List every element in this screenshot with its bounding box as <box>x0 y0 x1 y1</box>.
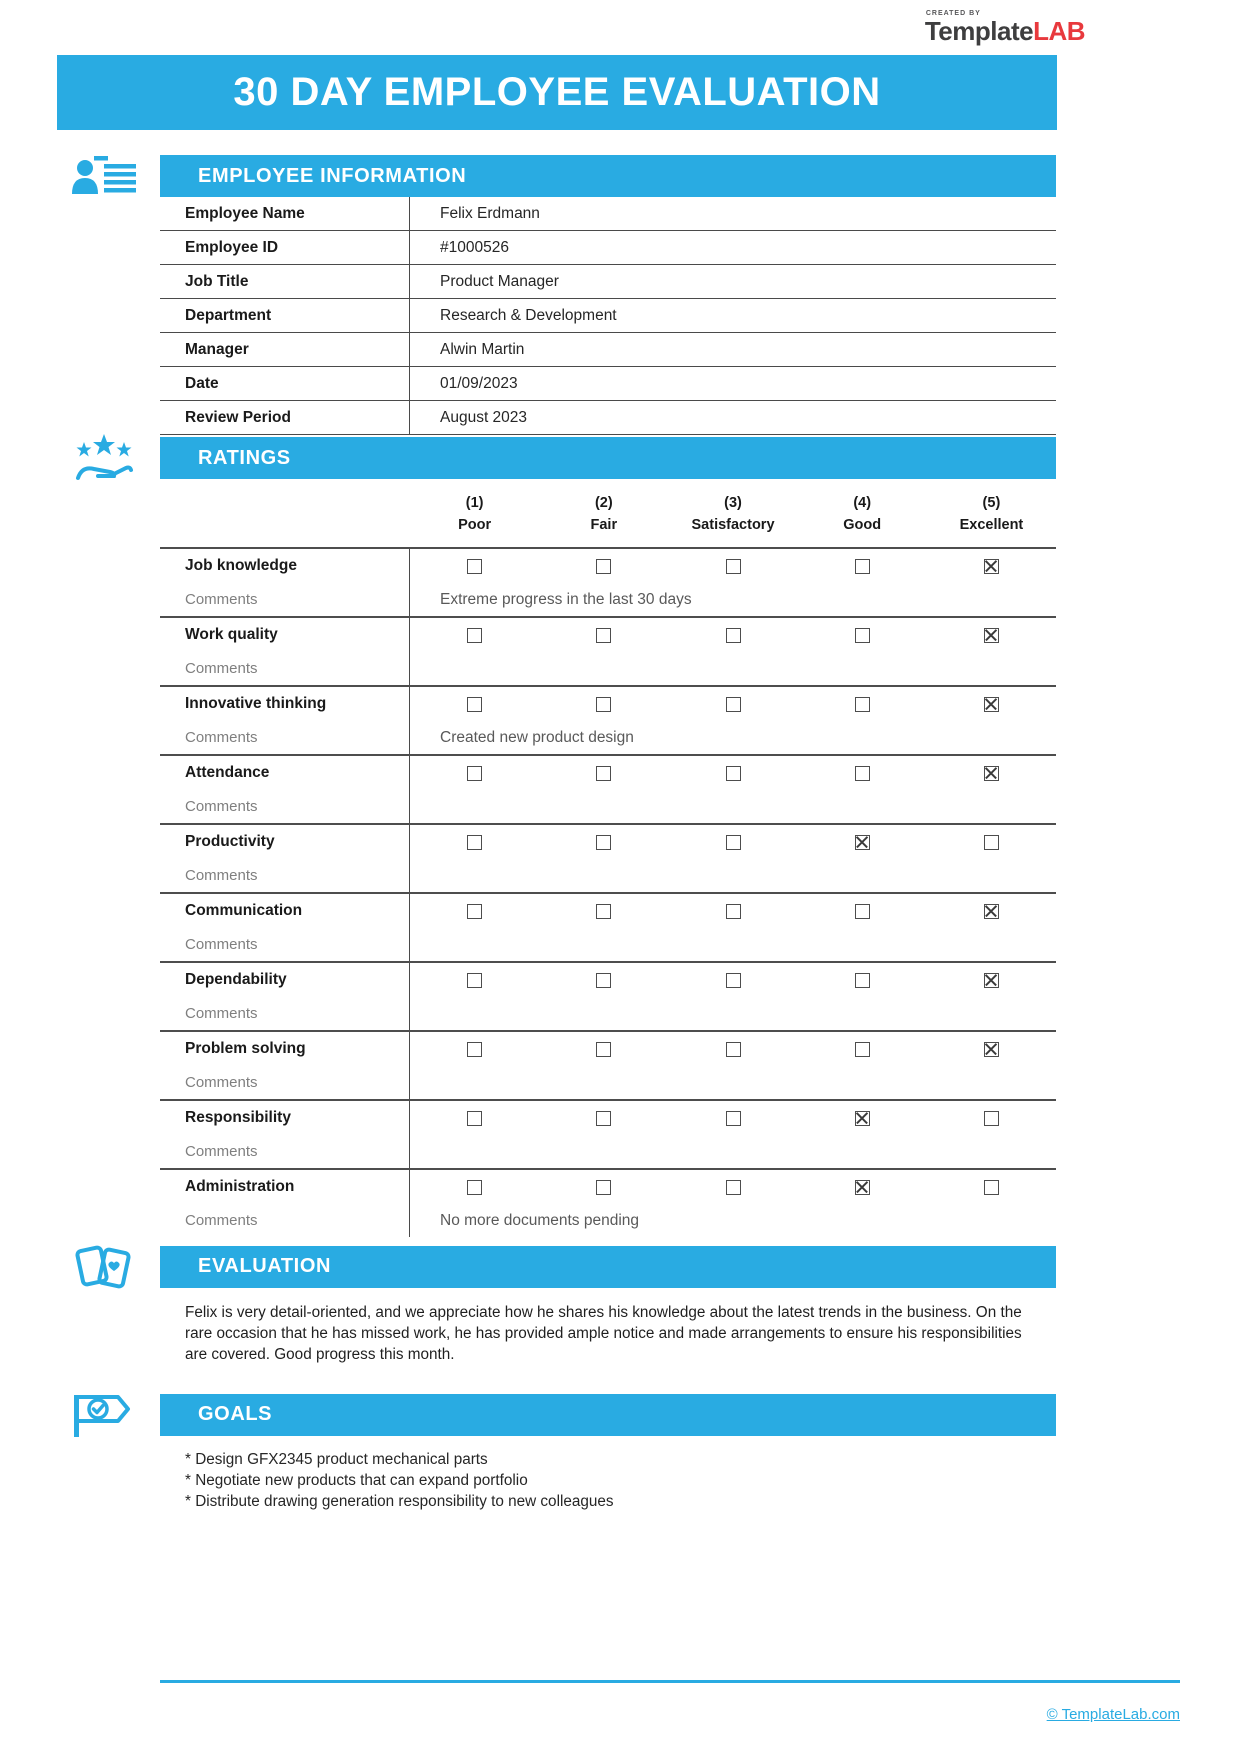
evaluation-heading: EVALUATION <box>198 1255 332 1277</box>
table-row <box>160 401 1056 435</box>
rating-checkbox-cell <box>927 756 1056 791</box>
content <box>160 155 1056 1512</box>
rating-checkbox-cell <box>539 618 668 653</box>
table-row <box>160 231 1056 265</box>
comment-label: Comments <box>160 584 410 616</box>
rating-checkbox-cell <box>798 618 927 653</box>
criterion-label: Attendance <box>160 756 410 791</box>
rating-checkbox-cell <box>927 687 1056 722</box>
comment-label: Comments <box>160 860 410 892</box>
rating-criterion-row <box>160 825 1056 860</box>
rating-checkbox[interactable] <box>984 766 999 781</box>
criterion-label: Productivity <box>160 825 410 860</box>
info-field-label: Manager <box>160 333 410 366</box>
rating-checkbox[interactable] <box>467 1111 482 1126</box>
rating-checkbox-cell <box>798 756 927 791</box>
rating-checkbox[interactable] <box>467 559 482 574</box>
rating-checkbox-cell <box>798 549 927 584</box>
rating-checkbox-cell <box>410 825 539 860</box>
rating-criterion-row <box>160 894 1056 929</box>
rating-checkbox-cell <box>410 687 539 722</box>
rating-row-group <box>160 1099 1056 1168</box>
criterion-label: Problem solving <box>160 1032 410 1067</box>
rating-checkbox-cell <box>539 549 668 584</box>
rating-row-group <box>160 754 1056 823</box>
rating-scale-column <box>668 493 797 537</box>
goals-list <box>185 1449 1031 1512</box>
info-field-value: Product Manager <box>440 272 559 290</box>
info-field-label: Department <box>160 299 410 332</box>
rating-criterion-row <box>160 618 1056 653</box>
scale-number: (5) <box>982 495 1001 511</box>
rating-checkbox-cell <box>410 1170 539 1205</box>
rating-checkbox[interactable] <box>984 1111 999 1126</box>
rating-checkbox-cell <box>410 549 539 584</box>
rating-checkbox-cell <box>668 963 797 998</box>
info-field-value: Alwin Martin <box>440 340 525 358</box>
rating-checkbox[interactable] <box>855 1180 870 1195</box>
rating-checkbox[interactable] <box>984 1180 999 1195</box>
rating-checkbox[interactable] <box>467 1042 482 1057</box>
goal-item: * Negotiate new products that can expand portfolio <box>185 1471 528 1489</box>
table-row <box>160 333 1056 367</box>
rating-checkbox-cell <box>539 687 668 722</box>
rating-checkbox-cell <box>798 894 927 929</box>
rating-checkbox-cell <box>798 1032 927 1067</box>
rating-checkbox-cell <box>927 1170 1056 1205</box>
criterion-label: Dependability <box>160 963 410 998</box>
info-field-value: August 2023 <box>440 408 528 426</box>
rating-checkbox-cell <box>410 894 539 929</box>
rating-checkbox[interactable] <box>596 904 611 919</box>
rating-checkbox-cell <box>927 618 1056 653</box>
rating-checkbox[interactable] <box>596 766 611 781</box>
rating-criterion-row <box>160 1032 1056 1067</box>
ratings-heading: RATINGS <box>198 446 291 469</box>
logo-brand <box>925 16 1085 46</box>
comment-value: Extreme progress in the last 30 days <box>440 590 692 608</box>
info-field-label: Date <box>160 367 410 400</box>
rating-checkbox[interactable] <box>726 628 741 643</box>
rating-criterion-row <box>160 756 1056 791</box>
goals-header <box>160 1394 1056 1436</box>
rating-checkbox-cell <box>798 825 927 860</box>
flag-check-icon <box>68 1389 140 1441</box>
scale-spacer <box>160 493 410 537</box>
evaluation-text: Felix is very detail-oriented, and we appreciate how he shares his knowledge about the latest trends in the business. On the rare occasion that he has missed work, he has provided ample notice and made arrangements to ensure his responsibilities are covered. Good progress this month. <box>185 1303 1022 1363</box>
comment-value: No more documents pending <box>440 1211 640 1229</box>
rating-comment-row <box>160 998 1056 1030</box>
rating-checkbox-cell <box>668 756 797 791</box>
rating-checkbox[interactable] <box>726 973 741 988</box>
rating-checkbox[interactable] <box>984 697 999 712</box>
page-title: 30 DAY EMPLOYEE EVALUATION <box>233 70 881 114</box>
rating-checkbox-cell <box>539 894 668 929</box>
rating-checkbox-cell <box>539 1170 668 1205</box>
ratings-header <box>160 437 1056 479</box>
rating-checkbox[interactable] <box>855 973 870 988</box>
rating-checkbox[interactable] <box>467 904 482 919</box>
rating-checkbox[interactable] <box>855 1042 870 1057</box>
rating-criterion-row <box>160 963 1056 998</box>
comment-value: Created new product design <box>440 728 634 746</box>
rating-checkbox[interactable] <box>726 1042 741 1057</box>
logo-created-by: CREATED BY <box>925 10 981 17</box>
comment-label: Comments <box>160 653 410 685</box>
criterion-label: Work quality <box>160 618 410 653</box>
rating-checkbox-cell <box>410 756 539 791</box>
rating-checkbox-cell <box>668 1101 797 1136</box>
rating-checkbox[interactable] <box>984 973 999 988</box>
hand-stars-icon <box>68 432 140 484</box>
rating-checkbox-cell <box>927 894 1056 929</box>
rating-checkbox-cell <box>927 1101 1056 1136</box>
scale-number: (2) <box>594 495 613 511</box>
evaluation-header <box>160 1246 1056 1288</box>
rating-row-group <box>160 547 1056 616</box>
rating-checkbox-cell <box>668 894 797 929</box>
comment-label: Comments <box>160 1205 410 1237</box>
criterion-label: Responsibility <box>160 1101 410 1136</box>
info-field-value: 01/09/2023 <box>440 374 518 392</box>
goals-section <box>160 1394 1056 1512</box>
rating-comment-row <box>160 1067 1056 1099</box>
footer-divider <box>160 1680 1180 1683</box>
rating-checkbox[interactable] <box>726 766 741 781</box>
rating-row-group <box>160 685 1056 754</box>
rating-comment-row <box>160 653 1056 685</box>
rating-row-group <box>160 892 1056 961</box>
rating-checkbox[interactable] <box>596 1042 611 1057</box>
rating-comment-row <box>160 722 1056 754</box>
rating-checkbox-cell <box>539 1101 668 1136</box>
employee-information-section <box>160 155 1056 435</box>
rating-checkbox-cell <box>927 963 1056 998</box>
info-field-value: Felix Erdmann <box>440 204 540 222</box>
scale-label: Satisfactory <box>691 516 775 533</box>
logo-brand-accent: LAB <box>1033 16 1085 46</box>
rating-checkbox[interactable] <box>467 697 482 712</box>
rating-checkbox[interactable] <box>726 835 741 850</box>
templatelab-logo <box>925 10 1085 44</box>
rating-checkbox-cell <box>927 825 1056 860</box>
rating-checkbox-cell <box>668 825 797 860</box>
rating-checkbox-cell <box>798 1101 927 1136</box>
rating-comment-row <box>160 1136 1056 1168</box>
rating-checkbox[interactable] <box>984 628 999 643</box>
rating-checkbox[interactable] <box>596 697 611 712</box>
rating-criterion-row <box>160 687 1056 722</box>
rating-checkbox[interactable] <box>467 766 482 781</box>
rating-checkbox[interactable] <box>726 904 741 919</box>
rating-checkbox[interactable] <box>855 835 870 850</box>
employee-information-table <box>160 197 1056 435</box>
rating-comment-row <box>160 929 1056 961</box>
rating-checkbox[interactable] <box>596 559 611 574</box>
info-field-value: Research & Development <box>440 306 617 324</box>
rating-comment-row <box>160 1205 1056 1237</box>
rating-scale-column <box>410 493 539 537</box>
rating-row-group <box>160 961 1056 1030</box>
comment-label: Comments <box>160 722 410 754</box>
rating-checkbox[interactable] <box>855 559 870 574</box>
comment-label: Comments <box>160 1136 410 1168</box>
rating-checkbox[interactable] <box>855 904 870 919</box>
rating-checkbox[interactable] <box>467 1180 482 1195</box>
rating-checkbox[interactable] <box>726 697 741 712</box>
rating-checkbox-cell <box>927 549 1056 584</box>
rating-checkbox-cell <box>410 963 539 998</box>
info-field-label: Employee ID <box>160 231 410 264</box>
criterion-label: Communication <box>160 894 410 929</box>
rating-scale-column <box>927 493 1056 537</box>
info-field-value: #1000526 <box>440 238 509 256</box>
scale-number: (4) <box>853 495 872 511</box>
scale-number: (3) <box>724 495 742 511</box>
ratings-scale-header <box>160 479 1056 547</box>
scale-number: (1) <box>465 495 484 511</box>
goal-item: * Distribute drawing generation responsibility to new colleagues <box>185 1493 614 1511</box>
rating-checkbox[interactable] <box>984 559 999 574</box>
rating-checkbox-cell <box>410 1101 539 1136</box>
rating-checkbox[interactable] <box>467 628 482 643</box>
criterion-label: Administration <box>160 1170 410 1205</box>
rating-checkbox[interactable] <box>726 1111 741 1126</box>
comment-label: Comments <box>160 998 410 1030</box>
rating-checkbox-cell <box>798 687 927 722</box>
templatelab-link[interactable]: © TemplateLab.com <box>1046 1706 1180 1723</box>
table-row <box>160 197 1056 231</box>
rating-checkbox-cell <box>927 1032 1056 1067</box>
rating-checkbox-cell <box>668 1032 797 1067</box>
rating-checkbox-cell <box>668 687 797 722</box>
rating-row-group <box>160 1168 1056 1237</box>
rating-checkbox[interactable] <box>855 628 870 643</box>
ratings-table <box>160 547 1056 1237</box>
rating-checkbox[interactable] <box>596 1111 611 1126</box>
evaluation-section <box>160 1246 1056 1365</box>
rating-checkbox[interactable] <box>855 697 870 712</box>
rating-checkbox-cell <box>539 963 668 998</box>
criterion-label: Innovative thinking <box>160 687 410 722</box>
comment-label: Comments <box>160 929 410 961</box>
goal-item: * Design GFX2345 product mechanical parts <box>185 1450 488 1468</box>
rating-checkbox-cell <box>410 618 539 653</box>
scale-label: Excellent <box>959 516 1024 533</box>
rating-checkbox[interactable] <box>467 835 482 850</box>
id-card-icon <box>68 150 140 202</box>
employee-information-heading: EMPLOYEE INFORMATION <box>198 164 467 187</box>
rating-checkbox[interactable] <box>596 973 611 988</box>
rating-checkbox[interactable] <box>596 628 611 643</box>
table-row <box>160 367 1056 401</box>
rating-checkbox-cell <box>798 963 927 998</box>
rating-scale-column <box>539 493 668 537</box>
scale-label: Good <box>843 516 882 533</box>
comment-label: Comments <box>160 1067 410 1099</box>
rating-checkbox[interactable] <box>596 835 611 850</box>
rating-comment-row <box>160 584 1056 616</box>
rating-checkbox-cell <box>668 618 797 653</box>
comment-label: Comments <box>160 791 410 823</box>
cards-icon <box>68 1241 140 1293</box>
info-field-label: Employee Name <box>160 197 410 230</box>
title-banner <box>57 55 1057 130</box>
rating-checkbox[interactable] <box>467 973 482 988</box>
scale-label: Fair <box>590 516 618 533</box>
rating-checkbox[interactable] <box>984 904 999 919</box>
rating-checkbox-cell <box>539 1032 668 1067</box>
rating-row-group <box>160 823 1056 892</box>
criterion-label: Job knowledge <box>160 549 410 584</box>
employee-information-header <box>160 155 1056 197</box>
scale-label: Poor <box>458 516 492 533</box>
rating-checkbox-cell <box>668 549 797 584</box>
info-field-label: Job Title <box>160 265 410 298</box>
rating-row-group <box>160 1030 1056 1099</box>
goals-heading: GOALS <box>198 1403 273 1426</box>
rating-checkbox[interactable] <box>596 1180 611 1195</box>
rating-criterion-row <box>160 549 1056 584</box>
rating-checkbox[interactable] <box>855 766 870 781</box>
rating-checkbox[interactable] <box>984 835 999 850</box>
rating-comment-row <box>160 860 1056 892</box>
rating-checkbox-cell <box>668 1170 797 1205</box>
rating-checkbox-cell <box>539 825 668 860</box>
rating-checkbox[interactable] <box>726 1180 741 1195</box>
logo-brand-primary: Template <box>924 16 1034 46</box>
info-field-label: Review Period <box>160 401 410 434</box>
rating-checkbox-cell <box>539 756 668 791</box>
rating-criterion-row <box>160 1101 1056 1136</box>
rating-checkbox[interactable] <box>726 559 741 574</box>
rating-checkbox-cell <box>798 1170 927 1205</box>
table-row <box>160 265 1056 299</box>
rating-checkbox[interactable] <box>855 1111 870 1126</box>
rating-row-group <box>160 616 1056 685</box>
rating-criterion-row <box>160 1170 1056 1205</box>
rating-checkbox-cell <box>410 1032 539 1067</box>
table-row <box>160 299 1056 333</box>
rating-scale-column <box>798 493 927 537</box>
rating-checkbox[interactable] <box>984 1042 999 1057</box>
rating-comment-row <box>160 791 1056 823</box>
ratings-section <box>160 437 1056 1237</box>
